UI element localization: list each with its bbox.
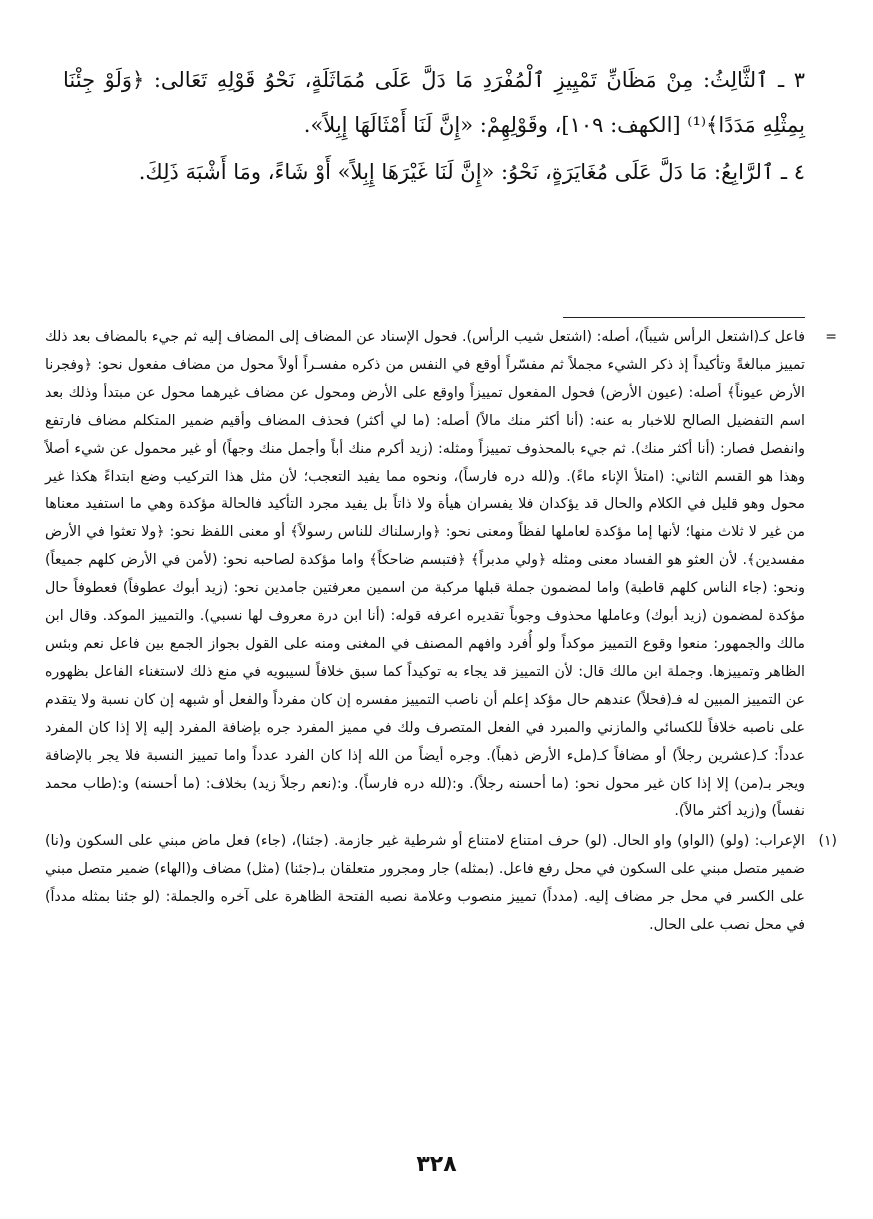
footnote-continuation (45, 324, 837, 826)
footnote-continuation-text: فاعل كـ(اشتعل الرأس شيباً)، أصله: (اشتعل شيب الرأس). فحول الإسناد عن المضاف إلى المضاف إليه ثم جيء بالمضاف بعد ذلك تمييز مبالغةً وتأكيداً إذ ذكر الشيء مجملاً ثم مفسّراً أوقع في النفس من ذكره مفسـراً أولاً محول من مضاف مفعول نحو: ﴿وفجرنا الأرض عيوناً﴾ أصله: (عيون الأرض) فحول المفعول تمييزاً واوقع على الأرض ومحول عن مضاف غيرهما محول عن مبتدأ وذلك بعد اسم التفضيل الصالح للاخبار به عنه: (أنا أكثر منك مالاً) أصله: (ما لي أكثر) فحذف المضاف وأقيم ضمير المتكلم مضاف فارتفع وانفصل فصار: (أنا أكثر منك). ثم جيء بالمحذوف تمييزاً ومثله: (زيد أكرم منك أباً وأجمل منك وجهاً) أو غير محمول عن شيء أصلاً وهذا هو القسم الثاني: (امتلأ الإناء ماءً). و(لله دره فارساً)، ونحوه مما يفيد التعجب؛ لأن مثل هذا التركيب وضع ابتداءً هكذا غير محول وهو قليل في الكلام والحال قد يؤكدان فلا يفسران هيأة ولا ذاتاً بل يفيد مجرد التأكيد فالحالة مؤكدة وهي ما استفيد معناها من غير لا ثلاث منها؛ لأنها إما مؤكدة لعاملها لفظاً ومعنى نحو: ﴿وارسلناك للناس رسولاً﴾ أو معنى اللفظ نحو: ﴿ولا تعثوا في الأرض مفسدين﴾. لأن العثو هو الفساد معنى ومثله ﴿ولي مدبراً﴾ ﴿فتبسم ضاحكاً﴾ واما مؤكدة لصاحبه نحو: (لأمن في الأرض كلهم جميعاً) ونحو: (جاء الناس كلهم قاطبة) واما لمضمون جملة قبلها مركبة من اسمين معرفتين جامدين نحو: (زيد أبوك عطوفاً) فعطوفاً حال مؤكدة لمضمون (زيد أبوك) وعاملها محذوف وجوباً تقديره اعرفه قوله: (أنا ابن درة معروف لها نسبي). والتمييز الموكد. وقال ابن مالك والجمهور: منعوا وقوع التمييز موكداً ولو أُفرد وافهم المصنف في المغنى ومنه على القول بجواز الجمع بين فاعل نعم وبئس الظاهر وتمييزها. وجملة ابن مالك قال: لأن التمييز قد يجاء به توكيداً كما سبق خلافاً لسيبويه في منع ذلك لاستغناء الفاعل بظهوره عن التمييز المبين له فـ(فحلاً) عندهم حال مؤكد إعلم أن ناصب التمييز مفسره إن كان مفرداً والفعل أو شبهه إن كان نسبة ولا يتقدم على ناصبه خلافاً للكسائي والمازني والمبرد في الفعل المتصرف ولك في مميز المفرد جره بإضافة المفرد إليه إلا إذا كان المفرد عدداً: كـ(عشرين رجلاً) أو مضافاً كـ(ملء الأرض ذهباً). وجره أيضاً من الله إذا كان الفرد عدداً واما تمييز النسبة فلا يجر بالإضافة ويجر بـ(من) إلا إذا كان غير محول نحو: (ما أحسنه رجلاً). و:(لله دره فارساً). و:(نعم رجلاً زيد) بخلاف: (ما أحسنه) و:(طاب محمد نفساً) و(زيد أكثر مالاً). (45, 329, 805, 820)
footnote-1 (45, 828, 837, 940)
paragraph-fourth-case: ٤ ـ ٱلرَّابِعُ: مَا دَلَّ عَلَى مُغَايَرَةٍ، نَحْوُ: «إِنَّ لَنَا غَيْرَهَا إِبِلاً» أَوْ شَاءً، ومَا أَشْبَهَ ذَلِكَ. (138, 160, 805, 184)
paragraph-third-case: ٣ ـ ٱلثَّالِثُ: مِنْ مَظَانِّ تَمْيِيزِ ٱلْمُفْرَدِ مَا دَلَّ عَلَى مُمَاثَلَةٍ، نَحْوُ قَوْلِهِ تَعَالى: ﴿وَلَوْ جِئْنَا بِمِثْلِهِ مَدَدًا﴾⁽¹⁾ [الكهف: ١٠٩]، وقَوْلِهِمْ: «إِنَّ لَنَا أَمْثَالَهَا إِبِلاً». (63, 68, 805, 137)
continuation-marker: = (825, 329, 837, 345)
page-number: ٣٢٨ (416, 1152, 457, 1177)
footnote-1-text: الإعراب: (ولو) (الواو) واو الحال. (لو) حرف امتناع لامتناع أو شرطية غير جازمة. (جئنا)، (جاء) فعل ماض مبني على السكون و(نا) ضمير متصل مبني على السكون في محل رفع فاعل. (بمثله) جار ومجرور متعلقان بـ(جئنا) (مثل) مضاف و(الهاء) ضمير متصل مبني على الكسر في محل جر مضاف إليه. (مدداً) تمييز منصوب وعلامة نصبه الفتحة الظاهرة على آخره والجملة: (لو جئنا بمثله مدداً) في محل نصب على الحال. (45, 833, 805, 933)
footnote-separator (563, 317, 805, 318)
footnote-1-marker: (١) (818, 833, 837, 849)
main-text (63, 58, 805, 195)
